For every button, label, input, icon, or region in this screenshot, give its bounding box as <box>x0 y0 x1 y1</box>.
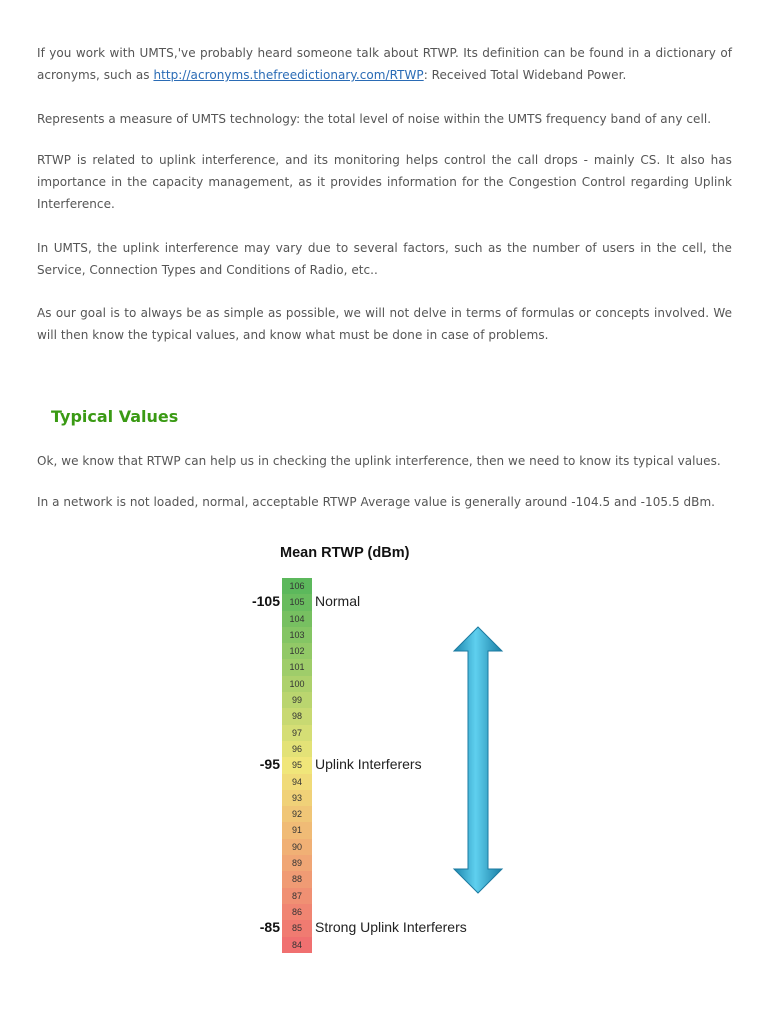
scale-value-85: 85 <box>282 920 312 936</box>
acronyms-link[interactable]: http://acronyms.thefreedictionary.com/RTWP <box>153 68 424 82</box>
marker-label: Uplink Interferers <box>315 756 422 773</box>
scale-value-92: 92 <box>282 806 312 822</box>
scale-value-94: 94 <box>282 774 312 790</box>
scale-value-105: 105 <box>282 594 312 610</box>
marker-db-value: -105 <box>251 593 280 610</box>
scale-value-96: 96 <box>282 741 312 757</box>
scale-value-91: 91 <box>282 822 312 838</box>
definition-paragraph: Represents a measure of UMTS technology: the total level of noise within the UMTS frequency band of any cell. <box>37 112 712 126</box>
marker-db-value: -85 <box>259 919 280 936</box>
average-value-paragraph: In a network is not loaded, normal, acceptable RTWP Average value is generally around -104.5 and -105.5 dBm. <box>37 495 716 509</box>
scale-value-97: 97 <box>282 725 312 741</box>
typical-values-paragraph: Ok, we know that RTWP can help us in checking the uplink interference, then we need to know its typical values. <box>37 454 721 468</box>
scale-value-86: 86 <box>282 904 312 920</box>
scale-value-100: 100 <box>282 676 312 692</box>
scale-value-99: 99 <box>282 692 312 708</box>
intro-paragraph <box>37 42 732 86</box>
marker-db-value: -95 <box>259 756 280 773</box>
scale-value-95: 95 <box>282 757 312 773</box>
intro-text: If you work with UMTS,'ve probably heard someone talk about RTWP. Its definition can be found in a dictionary of acronyms, such as <box>37 46 732 82</box>
factors-paragraph: In UMTS, the uplink interference may vary due to several factors, such as the number of users in the cell, the Service, Connection Types and Conditions of Radio, etc.. <box>37 241 732 277</box>
goal-paragraph: As our goal is to always be as simple as possible, we will not delve in terms of formulas or concepts involved. We will then know the typical values, and know what must be done in case of problems. <box>37 306 732 342</box>
scale-value-90: 90 <box>282 839 312 855</box>
scale-value-84: 84 <box>282 937 312 953</box>
figure-title: Mean RTWP (dBm) <box>280 545 410 561</box>
section-heading: Typical Values <box>51 407 179 426</box>
scale-value-88: 88 <box>282 871 312 887</box>
scale-value-87: 87 <box>282 888 312 904</box>
rtwp-scale <box>282 578 312 953</box>
scale-value-104: 104 <box>282 611 312 627</box>
scale-value-106: 106 <box>282 578 312 594</box>
scale-value-93: 93 <box>282 790 312 806</box>
double-arrow-vertical-icon <box>452 625 504 895</box>
intro-text-end: : Received Total Wideband Power. <box>423 68 627 82</box>
scale-value-102: 102 <box>282 643 312 659</box>
interference-paragraph: RTWP is related to uplink interference, and its monitoring helps control the call drops - mainly CS. It also has importance in the capacity management, as it provides information for the Congestion Control regarding Uplink Interference. <box>37 153 732 211</box>
scale-value-89: 89 <box>282 855 312 871</box>
marker-label: Strong Uplink Interferers <box>315 919 467 936</box>
scale-value-98: 98 <box>282 708 312 724</box>
scale-value-103: 103 <box>282 627 312 643</box>
marker-label: Normal <box>315 593 361 610</box>
scale-value-101: 101 <box>282 659 312 675</box>
